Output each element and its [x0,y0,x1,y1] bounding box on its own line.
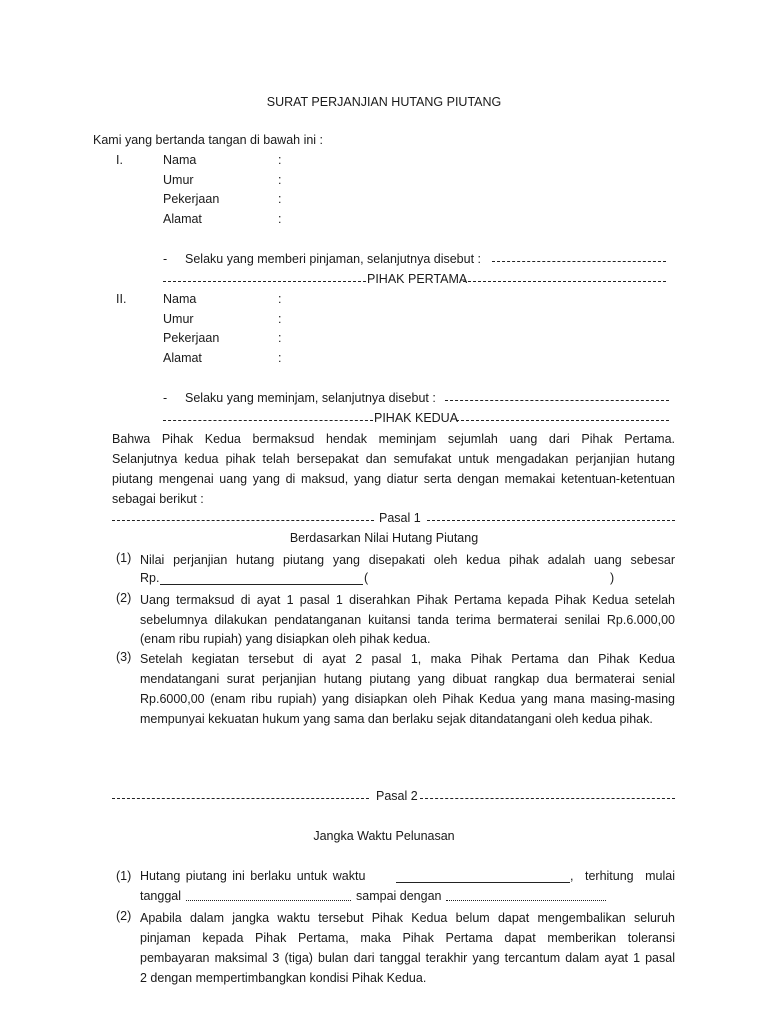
party2-field-pekerjaan: Pekerjaan [163,331,220,345]
party2-label-dashes-left [163,420,373,421]
pasal1-item1-num: (1) [116,551,132,565]
pasal1-amount-blank [160,584,363,585]
pasal2-item2-line4: 2 dengan mempertimbangkan kondisi Pihak Kedua. [140,971,427,985]
party2-field-nama: Nama [163,292,197,306]
intro-text: Kami yang bertanda tangan di bawah ini : [93,133,324,147]
pasal2-item2-line2: pinjaman kepada Pihak Pertama, maka Pihak Pertama dapat memberikan toleransi [140,931,675,945]
party1-field-umur: Umur [163,173,194,187]
pasal2-end-date-blank [446,900,606,901]
party2-colon-umur: : [278,312,282,326]
party2-field-alamat: Alamat [163,351,202,365]
preamble-line-3: piutang mengenai uang yang di maksud, yang diatur serta dengan memakai ketentuan-ketentuan [112,472,675,486]
pasal1-heading: Berdasarkan Nilai Hutang Piutang [289,531,479,545]
party1-colon-nama: : [278,153,282,167]
preamble-line-1: Bahwa Pihak Kedua bermaksud hendak meminjam sejumlah uang dari Pihak Pertama. [112,432,675,446]
pasal2-item1-line2-mid: sampai dengan [356,889,442,903]
pasal1-item2-line1: Uang termaksud di ayat 1 pasal 1 diserahkan Pihak Pertama kepada Pihak Kedua setelah [140,593,675,607]
party1-label-dashes-right [463,281,666,282]
pasal1-item1-line1: Nilai perjanjian hutang piutang yang disepakati oleh kedua pihak adalah uang sebesar [140,553,675,567]
pasal1-paren-close: ) [610,571,615,585]
pasal1-item3-line2: mendatangani surat perjanjian hutang piutang yang dibuat rangkap dua bermaterai senial [140,672,675,686]
party1-field-pekerjaan: Pekerjaan [163,192,220,206]
pasal2-label: Pasal 2 [376,789,418,803]
preamble-line-4: sebagai berikut : [112,492,204,506]
pasal1-dashes-left [112,520,374,521]
pasal1-item2-line2: sebelumnya dilakukan pendatanganan kuitansi tanda terima bermaterai senilai Rp.6.000,00 [140,613,675,627]
pasal1-item2-num: (2) [116,591,132,605]
document-title: SURAT PERJANJIAN HUTANG PIUTANG [266,95,502,109]
party2-colon-nama: : [278,292,282,306]
party1-field-alamat: Alamat [163,212,202,226]
party1-bullet: - [163,252,168,266]
pasal1-label: Pasal 1 [379,511,421,525]
party1-statement: Selaku yang memberi pinjaman, selanjutnya disebut : [185,252,482,266]
party2-label: PIHAK KEDUA [374,411,459,425]
party1-label: PIHAK PERTAMA [367,272,468,286]
pasal2-duration-blank [396,882,570,883]
pasal2-dashes-left [112,798,369,799]
party1-colon-umur: : [278,173,282,187]
party1-label-dashes-left [163,281,366,282]
pasal2-item2-line1: Apabila dalam jangka waktu tersebut Pihak Kedua belum dapat mengembalikan seluruh [140,911,675,925]
party1-colon-alamat: : [278,212,282,226]
pasal1-item3-line1: Setelah kegiatan tersebut di ayat 2 pasal 1, maka Pihak Pertama dan Pihak Kedua [140,652,675,666]
pasal2-item2-num: (2) [116,909,132,923]
pasal2-item2-line3: pembayaran maksimal 3 (tiga) bulan dari tanggal terakhir yang tercantum dalam ayat 1 pasal [140,951,675,965]
party2-field-umur: Umur [163,312,194,326]
pasal1-paren-open: ( [364,571,369,585]
party2-colon-pekerjaan: : [278,331,282,345]
pasal2-dashes-right [420,798,675,799]
pasal1-dashes-right [427,520,675,521]
pasal2-heading: Jangka Waktu Pelunasan [313,829,455,843]
party2-statement-dashes [445,400,669,401]
pasal2-item1-line2-start: tanggal [140,889,182,903]
party2-bullet: - [163,391,168,405]
party2-colon-alamat: : [278,351,282,365]
party2-label-dashes-right [456,420,669,421]
party1-field-nama: Nama [163,153,197,167]
pasal1-item3-line3: Rp.6000,00 (enam ribu rupiah) yang disiapkan oleh Pihak Kedua yang mana masing-masing [140,692,675,706]
pasal2-item1-line1-end: , terhitung mulai [570,869,675,883]
party2-numeral: II. [116,292,127,306]
pasal2-item1-num: (1) [116,869,132,883]
pasal1-item3-num: (3) [116,650,132,664]
party2-statement: Selaku yang meminjam, selanjutnya disebut : [185,391,436,405]
party1-statement-dashes [492,261,666,262]
pasal2-item1-line1-start: Hutang piutang ini berlaku untuk waktu [140,869,366,883]
party1-numeral: I. [116,153,123,167]
party1-colon-pekerjaan: : [278,192,282,206]
pasal1-item1-rp: Rp. [140,571,160,585]
pasal2-start-date-blank [186,900,351,901]
pasal1-item2-line3: (enam ribu rupiah) yang disiapkan oleh pihak kedua. [140,632,431,646]
preamble-line-2: Selanjutnya kedua pihak telah bersepakat dan semufakat untuk mengadakan perjanjian hutang [112,452,675,466]
pasal1-item3-line4: mempunyai kekuatan hukum yang sama dan berlaku sejak ditandatangani oleh kedua pihak. [140,712,653,726]
